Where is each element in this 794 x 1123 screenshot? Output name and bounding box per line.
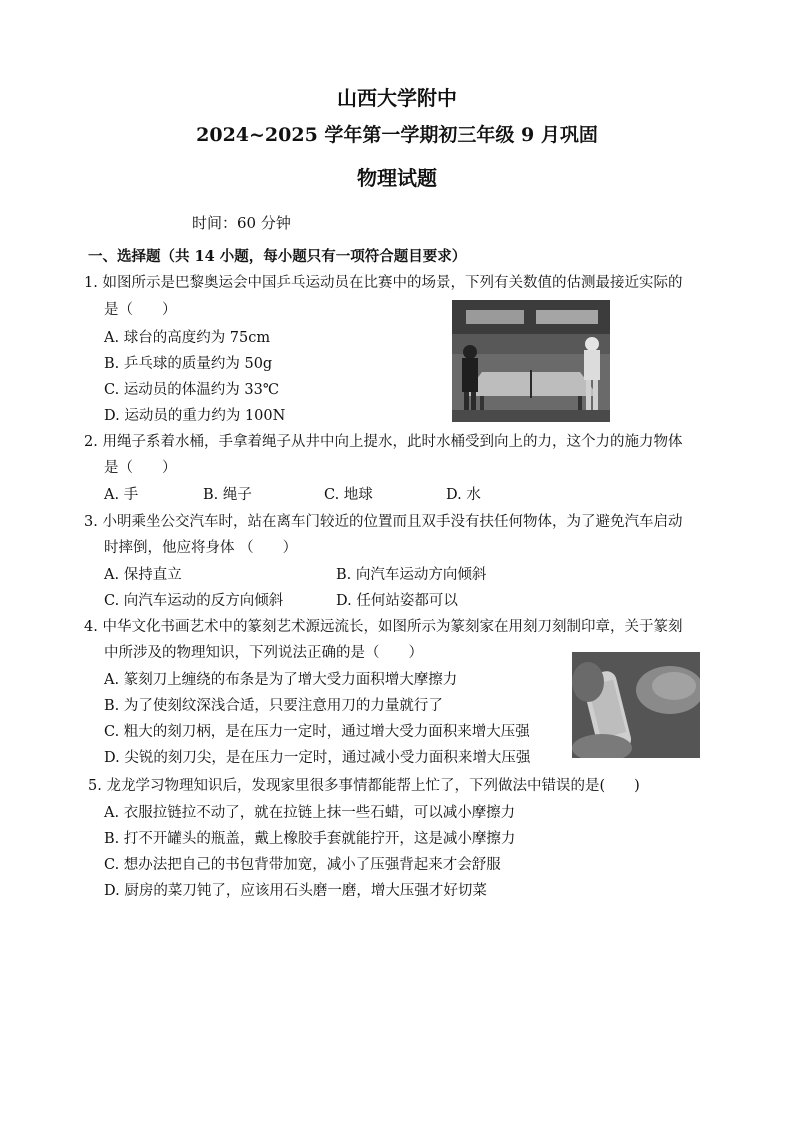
question-2-stem-cont: 是（ ） (104, 460, 177, 476)
question-2-stem: 2. 用绳子系着水桶，手拿着绳子从井中向上提水，此时水桶受到向上的力，这个力的施力物体 (84, 434, 683, 450)
question-1-stem-cont: 是（ ） (104, 302, 177, 318)
question-1-option-b: B. 乒乓球的质量约为 50g (104, 356, 273, 372)
question-5-option-b: B. 打不开罐头的瓶盖，戴上橡胶手套就能拧开，这是减小摩擦力 (104, 831, 516, 847)
question-1-option-c: C. 运动员的体温约为 33℃ (104, 382, 280, 398)
question-3-stem-cont: 时摔倒，他应将身体 （ ） (104, 540, 298, 556)
question-4-option-b: B. 为了使刻纹深浅合适，只要注意用刀的力量就行了 (104, 698, 443, 714)
question-5-option-d: D. 厨房的菜刀钝了，应该用石头磨一磨，增大压强才好切菜 (104, 883, 487, 899)
question-4-stem: 4. 中华文化书画艺术中的篆刻艺术源远流长，如图所示为篆刻家在用刻刀刻制印章，关于篆刻 (84, 619, 683, 635)
question-4-option-c: C. 粗大的刻刀柄，是在压力一定时，通过增大受力面积来增大压强 (104, 724, 530, 740)
question-3-option-c: C. 向汽车运动的反方向倾斜 (104, 593, 284, 609)
question-3-option-d: D. 任何站姿都可以 (336, 593, 458, 609)
time-limit: 时间：60 分钟 (192, 214, 291, 232)
question-5-stem: 5. 龙龙学习物理知识后，发现家里很多事情都能帮上忙了，下列做法中错误的是( ) (88, 778, 640, 794)
question-1-stem: 1. 如图所示是巴黎奥运会中国乒乓运动员在比赛中的场景，下列有关数值的估测最接近实际的 (84, 275, 683, 291)
question-2-option-a: A. 手 (104, 487, 139, 503)
question-1-option-d: D. 运动员的重力约为 100N (104, 408, 286, 424)
question-4-option-a: A. 篆刻刀上缠绕的布条是为了增大受力面积增大摩擦力 (104, 672, 458, 688)
seal-carving-photo (572, 652, 700, 758)
question-4-stem-cont: 中所涉及的物理知识，下列说法正确的是（ ） (104, 645, 423, 661)
question-5-option-c: C. 想办法把自己的书包背带加宽，减小了压强背起来才会舒服 (104, 857, 501, 873)
school-name: 山西大学附中 (337, 86, 457, 110)
question-1-option-a: A. 球台的高度约为 75cm (104, 330, 271, 346)
question-3-option-b: B. 向汽车运动方向倾斜 (336, 567, 487, 583)
section-heading: 一、选择题（共 14 小题，每小题只有一项符合题目要求） (88, 248, 467, 265)
question-5-option-a: A. 衣服拉链拉不动了，就在拉链上抹一些石蜡，可以减小摩擦力 (104, 805, 516, 821)
question-2-option-d: D. 水 (446, 487, 481, 503)
question-3-option-a: A. 保持直立 (104, 567, 182, 583)
question-3-stem: 3. 小明乘坐公交汽车时，站在离车门较近的位置而且双手没有扶任何物体，为了避免汽车启动 (84, 514, 683, 530)
subject-title: 物理试题 (357, 166, 437, 190)
question-4-option-d: D. 尖锐的刻刀尖，是在压力一定时，通过减小受力面积来增大压强 (104, 750, 531, 766)
question-2-option-b: B. 绳子 (203, 487, 252, 503)
table-tennis-photo (452, 300, 610, 422)
question-2-option-c: C. 地球 (324, 487, 373, 503)
exam-title: 2024~2025 学年第一学期初三年级 9 月巩固 (196, 124, 598, 146)
